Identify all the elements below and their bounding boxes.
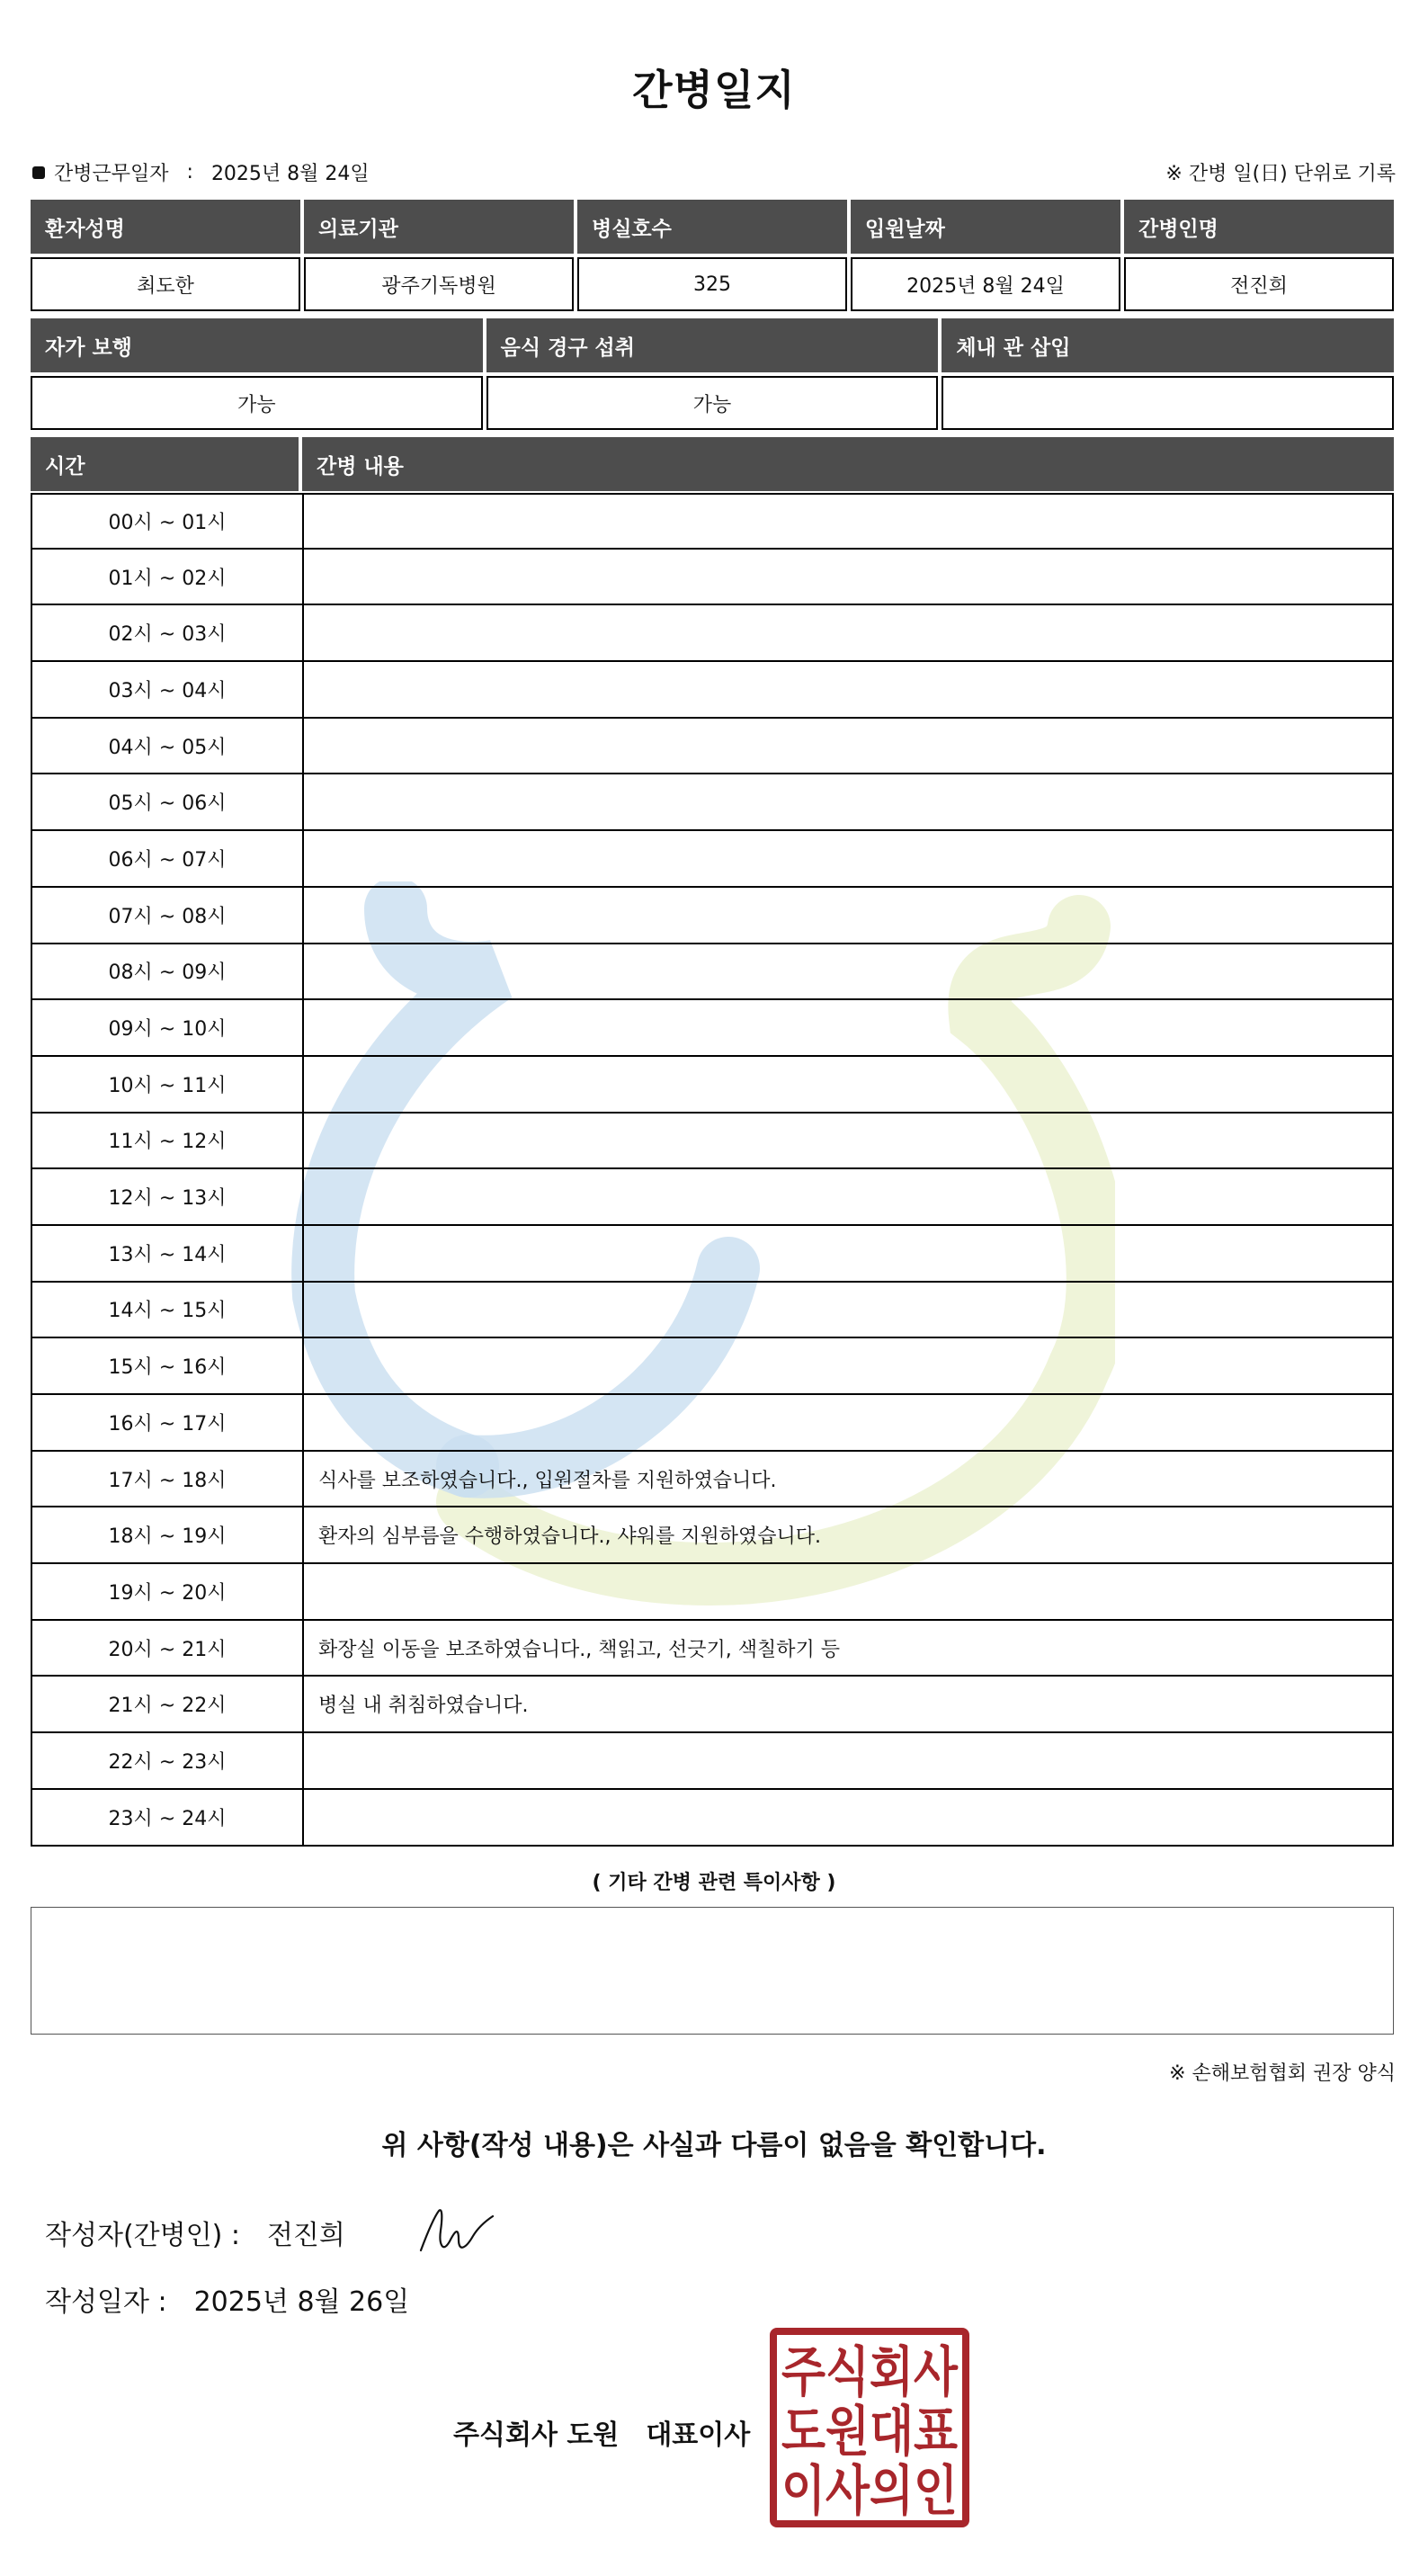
care-content-field[interactable] (302, 1114, 1394, 1170)
oral-intake-field[interactable]: 가능 (486, 376, 939, 430)
time-slot-label: 08시 ~ 09시 (31, 944, 302, 1001)
time-slot-label: 22시 ~ 23시 (31, 1733, 302, 1790)
header-tube-insertion: 체내 관 삽입 (942, 318, 1394, 372)
care-content-field[interactable] (302, 1283, 1394, 1339)
care-content-field[interactable]: 병실 내 취침하였습니다. (302, 1677, 1394, 1733)
care-content-field[interactable] (302, 1226, 1394, 1283)
seal-text-line: 이사의인 (781, 2460, 958, 2523)
caregiver-name-field[interactable]: 전진희 (1124, 257, 1394, 311)
header-care-content: 간병 내용 (302, 437, 1394, 491)
care-content-field[interactable] (302, 888, 1394, 944)
care-log-row (31, 774, 1394, 831)
care-log-row (31, 1169, 1394, 1226)
time-slot-label: 01시 ~ 02시 (31, 550, 302, 606)
time-slot-label: 13시 ~ 14시 (31, 1226, 302, 1283)
care-content-field[interactable] (302, 944, 1394, 1001)
written-date-line (45, 2279, 409, 2319)
self-walking-field[interactable]: 가능 (31, 376, 483, 430)
care-content-field[interactable]: 식사를 보조하였습니다., 입원절차를 지원하였습니다. (302, 1452, 1394, 1508)
care-content-field[interactable] (302, 1057, 1394, 1114)
care-log-row (31, 1057, 1394, 1114)
company-seal-stamp (770, 2328, 969, 2527)
seal-text-line: 도원대표 (781, 2401, 959, 2464)
hospital-field[interactable]: 광주기독병원 (304, 257, 574, 311)
care-log-row (31, 719, 1394, 775)
work-date-label: 간병근무일자 (54, 163, 169, 185)
patient-info-table (31, 200, 1394, 311)
time-slot-label: 21시 ~ 22시 (31, 1677, 302, 1733)
company-role: 대표이사 (646, 2419, 751, 2451)
writer-line (45, 2213, 345, 2252)
time-slot-label: 02시 ~ 03시 (31, 605, 302, 662)
square-bullet-icon (32, 166, 45, 179)
handwritten-signature (415, 2200, 498, 2263)
time-slot-label: 23시 ~ 24시 (31, 1790, 302, 1847)
work-date-separator: : (186, 161, 193, 183)
time-slot-label: 11시 ~ 12시 (31, 1114, 302, 1170)
care-log-row (31, 944, 1394, 1001)
care-content-field[interactable] (302, 719, 1394, 775)
care-log-row (31, 1000, 1394, 1057)
tube-insertion-field[interactable] (942, 376, 1394, 430)
time-slot-label: 09시 ~ 10시 (31, 1000, 302, 1057)
care-log-rows (31, 493, 1394, 1847)
confirmation-statement: 위 사항(작성 내용)은 사실과 다름이 없음을 확인합니다. (381, 2130, 1047, 2161)
care-log-row (31, 1677, 1394, 1733)
time-slot-label: 05시 ~ 06시 (31, 774, 302, 831)
header-patient-name: 환자성명 (31, 200, 300, 254)
care-log-row (31, 605, 1394, 662)
header-self-walking: 자가 보행 (31, 318, 483, 372)
written-date-label: 작성일자 : (45, 2286, 167, 2318)
header-hospital: 의료기관 (304, 200, 574, 254)
unit-note: ※ 간병 일(日) 단위로 기록 (1165, 163, 1396, 185)
form-source-note: ※ 손해보험협회 권장 양식 (1169, 2062, 1396, 2085)
room-number-field[interactable]: 325 (577, 257, 847, 311)
header-caregiver-name: 간병인명 (1124, 200, 1394, 254)
patient-status-table (31, 318, 1394, 430)
care-content-field[interactable]: 환자의 심부름을 수행하였습니다., 샤워를 지원하였습니다. (302, 1507, 1394, 1564)
writer-name: 전진희 (266, 2220, 345, 2251)
notes-field[interactable] (31, 1907, 1394, 2035)
time-slot-label: 07시 ~ 08시 (31, 888, 302, 944)
time-slot-label: 15시 ~ 16시 (31, 1338, 302, 1395)
time-slot-label: 17시 ~ 18시 (31, 1452, 302, 1508)
care-content-field[interactable] (302, 774, 1394, 831)
time-slot-label: 00시 ~ 01시 (31, 493, 302, 550)
care-log-row (31, 1452, 1394, 1508)
time-slot-label: 19시 ~ 20시 (31, 1564, 302, 1621)
time-slot-label: 03시 ~ 04시 (31, 662, 302, 719)
care-log-row (31, 1621, 1394, 1677)
care-log-row (31, 1790, 1394, 1847)
care-log-row (31, 1114, 1394, 1170)
document-title: 간병일지 (632, 66, 796, 114)
time-slot-label: 18시 ~ 19시 (31, 1507, 302, 1564)
writer-label: 작성자(간병인) : (45, 2220, 240, 2251)
care-content-field[interactable] (302, 1338, 1394, 1395)
care-log-row (31, 888, 1394, 944)
care-content-field[interactable] (302, 605, 1394, 662)
time-slot-label: 20시 ~ 21시 (31, 1621, 302, 1677)
time-slot-label: 04시 ~ 05시 (31, 719, 302, 775)
notes-label: ( 기타 간병 관련 특이사항 ) (592, 1872, 836, 1894)
time-slot-label: 10시 ~ 11시 (31, 1057, 302, 1114)
time-slot-label: 14시 ~ 15시 (31, 1283, 302, 1339)
care-log-row (31, 493, 1394, 550)
time-slot-label: 06시 ~ 07시 (31, 831, 302, 888)
care-content-field[interactable] (302, 1733, 1394, 1790)
care-content-field[interactable]: 화장실 이동을 보조하였습니다., 책읽고, 선긋기, 색칠하기 등 (302, 1621, 1394, 1677)
care-log-row (31, 1507, 1394, 1564)
care-log-row (31, 662, 1394, 719)
care-content-field[interactable] (302, 550, 1394, 606)
header-room-number: 병실호수 (577, 200, 847, 254)
care-content-field[interactable] (302, 1564, 1394, 1621)
care-log-row (31, 550, 1394, 606)
care-log-row (31, 1226, 1394, 1283)
care-content-field[interactable] (302, 1169, 1394, 1226)
care-log-table (31, 437, 1394, 1847)
care-log-row (31, 831, 1394, 888)
care-content-field[interactable] (302, 1000, 1394, 1057)
care-content-field[interactable] (302, 1790, 1394, 1847)
header-admission-date: 입원날짜 (851, 200, 1120, 254)
care-log-row (31, 1564, 1394, 1621)
header-time: 시간 (31, 437, 299, 491)
care-content-field[interactable] (302, 662, 1394, 719)
patient-name-field[interactable]: 최도한 (31, 257, 300, 311)
care-log-row (31, 1733, 1394, 1790)
written-date-value: 2025년 8월 26일 (193, 2286, 410, 2318)
company-name: 주식회사 도원 (453, 2419, 620, 2451)
care-log-row (31, 1283, 1394, 1339)
work-date-value: 2025년 8월 24일 (210, 163, 370, 185)
company-signature-block (453, 2412, 750, 2452)
care-content-field[interactable] (302, 493, 1394, 550)
care-log-row (31, 1395, 1394, 1452)
time-slot-label: 16시 ~ 17시 (31, 1395, 302, 1452)
care-log-row (31, 1338, 1394, 1395)
header-oral-intake: 음식 경구 섭취 (486, 318, 939, 372)
work-date-line (32, 158, 370, 186)
care-content-field[interactable] (302, 831, 1394, 888)
time-slot-label: 12시 ~ 13시 (31, 1169, 302, 1226)
care-content-field[interactable] (302, 1395, 1394, 1452)
admission-date-field[interactable]: 2025년 8월 24일 (851, 257, 1120, 311)
seal-text-line: 주식회사 (781, 2341, 959, 2404)
